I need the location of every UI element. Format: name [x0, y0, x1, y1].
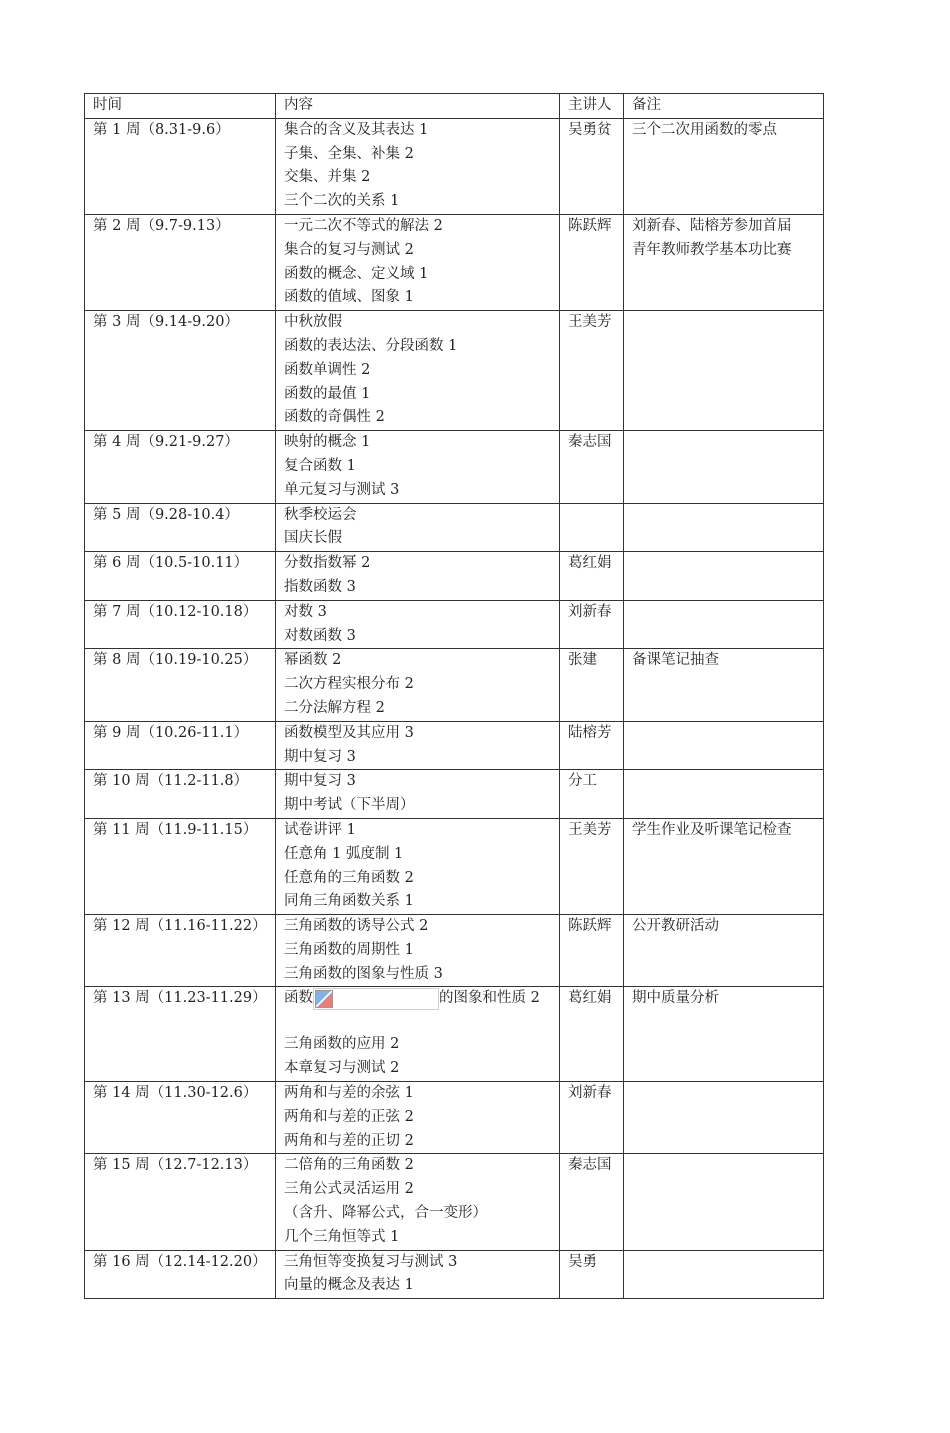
content-line: 二分法解方程 2	[284, 699, 385, 716]
table-body	[85, 118, 824, 1298]
content-cell	[276, 818, 560, 914]
week-cell: 第 2 周（9.7-9.13）	[85, 214, 276, 310]
content-cell	[276, 214, 560, 310]
week-cell: 第 16 周（12.14-12.20）	[85, 1250, 276, 1299]
table-row	[85, 1154, 824, 1250]
notes-cell	[624, 600, 824, 649]
content-cell	[276, 915, 560, 987]
table-row	[85, 118, 824, 214]
table-row	[85, 600, 824, 649]
content-cell	[276, 721, 560, 770]
content-line: 向量的概念及表达 1	[284, 1277, 414, 1294]
speaker-cell	[560, 818, 624, 914]
content-line: 映射的概念 1	[284, 434, 371, 451]
content-line: 三角函数的周期性 1	[284, 941, 414, 958]
speaker-name: 秦志国	[568, 1157, 612, 1174]
table-row	[85, 818, 824, 914]
content-line: 三角公式灵活运用 2	[284, 1181, 414, 1198]
content-cell	[276, 649, 560, 721]
formula-spacer	[284, 1011, 559, 1033]
speaker-name: 吴勇	[568, 1253, 597, 1270]
week-cell: 第 9 周（10.26-11.1）	[85, 721, 276, 770]
table-row	[85, 649, 824, 721]
notes-cell	[624, 721, 824, 770]
table-row	[85, 431, 824, 503]
notes-cell	[624, 1082, 824, 1154]
content-line: 三角函数的应用 2	[284, 1036, 400, 1053]
week-cell: 第 14 周（11.30-12.6）	[85, 1082, 276, 1154]
content-cell	[276, 1082, 560, 1154]
notes-cell	[624, 915, 824, 987]
notes-cell	[624, 311, 824, 431]
header-row	[85, 94, 824, 119]
content-line-suffix: 的图象和性质 2	[439, 990, 540, 1007]
speaker-name: 陈跃辉	[568, 918, 612, 935]
speaker-name: 分工	[568, 773, 597, 790]
content-cell	[276, 987, 560, 1082]
content-line: 函数的值域、图象 1	[284, 289, 414, 306]
week-cell: 第 15 周（12.7-12.13）	[85, 1154, 276, 1250]
content-line: 指数函数 3	[284, 578, 356, 595]
content-cell	[276, 118, 560, 214]
speaker-name: 张建	[568, 652, 597, 669]
week-cell: 第 1 周（8.31-9.6）	[85, 118, 276, 214]
content-line: 两角和与差的正切 2	[284, 1132, 414, 1149]
notes-cell	[624, 214, 824, 310]
note-line: 期中质量分析	[632, 990, 719, 1007]
speaker-cell	[560, 552, 624, 601]
content-cell	[276, 770, 560, 819]
header-speaker: 主讲人	[560, 94, 624, 119]
note-line: 公开教研活动	[632, 918, 719, 935]
content-line: 三角函数的图象与性质 3	[284, 965, 443, 982]
speaker-cell	[560, 1082, 624, 1154]
content-line: 一元二次不等式的解法 2	[284, 217, 443, 234]
speaker-cell	[560, 721, 624, 770]
table-row	[85, 915, 824, 987]
content-line: 函数的最值 1	[284, 385, 371, 402]
speaker-name: 陈跃辉	[568, 217, 612, 234]
content-line: 函数的概念、定义域 1	[284, 265, 429, 282]
speaker-cell	[560, 649, 624, 721]
header-content: 内容	[276, 94, 560, 119]
broken-image-icon	[313, 988, 439, 1010]
schedule-table	[84, 93, 824, 1299]
notes-cell	[624, 552, 824, 601]
content-line: （含升、降幂公式，合一变形）	[284, 1205, 487, 1222]
table-row	[85, 770, 824, 819]
speaker-name: 秦志国	[568, 434, 612, 451]
content-line: 秋季校运会	[284, 506, 357, 523]
table-row	[85, 721, 824, 770]
content-cell	[276, 431, 560, 503]
table-row	[85, 214, 824, 310]
speaker-name: 刘新春	[568, 603, 612, 620]
week-cell: 第 6 周（10.5-10.11）	[85, 552, 276, 601]
speaker-cell	[560, 118, 624, 214]
content-line: 两角和与差的余弦 1	[284, 1085, 414, 1102]
table-row	[85, 1082, 824, 1154]
content-line: 集合的含义及其表达 1	[284, 121, 429, 138]
speaker-name: 葛红娟	[568, 555, 612, 572]
note-line: 备课笔记抽查	[632, 652, 719, 669]
content-line: 复合函数 1	[284, 457, 356, 474]
speaker-cell	[560, 311, 624, 431]
content-line: 任意角的三角函数 2	[284, 869, 414, 886]
content-line: 单元复习与测试 3	[284, 481, 400, 498]
table-row	[85, 503, 824, 552]
content-cell	[276, 600, 560, 649]
content-line: 三角函数的诱导公式 2	[284, 918, 429, 935]
broken-image-glyph	[315, 990, 333, 1008]
content-line: 对数函数 3	[284, 627, 356, 644]
speaker-cell	[560, 431, 624, 503]
content-line: 三角恒等变换复习与测试 3	[284, 1253, 458, 1270]
content-line: 两角和与差的正弦 2	[284, 1108, 414, 1125]
content-line: 试卷讲评 1	[284, 821, 356, 838]
content-line: 同角三角函数关系 1	[284, 893, 414, 910]
week-cell: 第 7 周（10.12-10.18）	[85, 600, 276, 649]
content-line: 期中考试（下半周）	[284, 797, 415, 814]
content-line: 期中复习 3	[284, 773, 356, 790]
content-line: 函数的奇偶性 2	[284, 409, 385, 426]
notes-cell	[624, 818, 824, 914]
speaker-cell	[560, 987, 624, 1082]
notes-cell	[624, 770, 824, 819]
notes-cell	[624, 431, 824, 503]
week-cell: 第 12 周（11.16-11.22）	[85, 915, 276, 987]
content-line: 中秋放假	[284, 314, 342, 331]
content-line-prefix: 函数	[284, 990, 313, 1007]
content-line: 期中复习 3	[284, 748, 356, 765]
table-row	[85, 1250, 824, 1299]
content-line: 函数模型及其应用 3	[284, 724, 414, 741]
content-line: 集合的复习与测试 2	[284, 241, 414, 258]
content-line: 二次方程实根分布 2	[284, 676, 414, 693]
content-line: 函数单调性 2	[284, 361, 371, 378]
content-cell	[276, 1154, 560, 1250]
table-row	[85, 552, 824, 601]
speaker-cell	[560, 503, 624, 552]
week-cell: 第 8 周（10.19-10.25）	[85, 649, 276, 721]
content-line: 几个三角恒等式 1	[284, 1228, 400, 1245]
content-line: 任意角 1 弧度制 1	[284, 845, 404, 862]
speaker-cell	[560, 770, 624, 819]
speaker-name: 刘新春	[568, 1085, 612, 1102]
table-row	[85, 987, 824, 1082]
content-line: 子集、全集、补集 2	[284, 145, 414, 162]
note-line: 学生作业及听课笔记检查	[632, 821, 792, 838]
content-line: 本章复习与测试 2	[284, 1060, 400, 1077]
note-line: 青年教师教学基本功比赛	[632, 241, 792, 258]
speaker-name: 葛红娟	[568, 990, 612, 1007]
week-cell: 第 3 周（9.14-9.20）	[85, 311, 276, 431]
notes-cell	[624, 649, 824, 721]
speaker-name: 陆榕芳	[568, 724, 612, 741]
speaker-cell	[560, 600, 624, 649]
header-time: 时间	[85, 94, 276, 119]
speaker-name: 王美芳	[568, 821, 612, 838]
content-cell	[276, 311, 560, 431]
speaker-name: 王美芳	[568, 314, 612, 331]
notes-cell	[624, 987, 824, 1082]
week-cell: 第 13 周（11.23-11.29）	[85, 987, 276, 1082]
speaker-cell	[560, 1154, 624, 1250]
week-cell: 第 10 周（11.2-11.8）	[85, 770, 276, 819]
content-line: 对数 3	[284, 603, 327, 620]
notes-cell	[624, 1154, 824, 1250]
notes-cell	[624, 1250, 824, 1299]
content-line: 交集、并集 2	[284, 169, 371, 186]
content-line: 幂函数 2	[284, 652, 342, 669]
speaker-name: 吴勇贫	[568, 121, 612, 138]
content-line: 分数指数幂 2	[284, 555, 371, 572]
notes-cell	[624, 118, 824, 214]
speaker-cell	[560, 915, 624, 987]
notes-cell	[624, 503, 824, 552]
week-cell: 第 5 周（9.28-10.4）	[85, 503, 276, 552]
note-line: 三个二次用函数的零点	[632, 121, 777, 138]
content-line: 二倍角的三角函数 2	[284, 1157, 414, 1174]
speaker-cell	[560, 214, 624, 310]
content-cell	[276, 552, 560, 601]
table-row	[85, 311, 824, 431]
content-line: 国庆长假	[284, 530, 342, 547]
content-cell	[276, 1250, 560, 1299]
content-line: 三个二次的关系 1	[284, 193, 400, 210]
week-cell: 第 4 周（9.21-9.27）	[85, 431, 276, 503]
content-cell	[276, 503, 560, 552]
speaker-cell	[560, 1250, 624, 1299]
content-line: 函数的表达法、分段函数 1	[284, 337, 458, 354]
header-notes: 备注	[624, 94, 824, 119]
week-cell: 第 11 周（11.9-11.15）	[85, 818, 276, 914]
content-line-with-formula	[284, 987, 559, 1011]
note-line: 刘新春、陆榕芳参加首届	[632, 217, 792, 234]
